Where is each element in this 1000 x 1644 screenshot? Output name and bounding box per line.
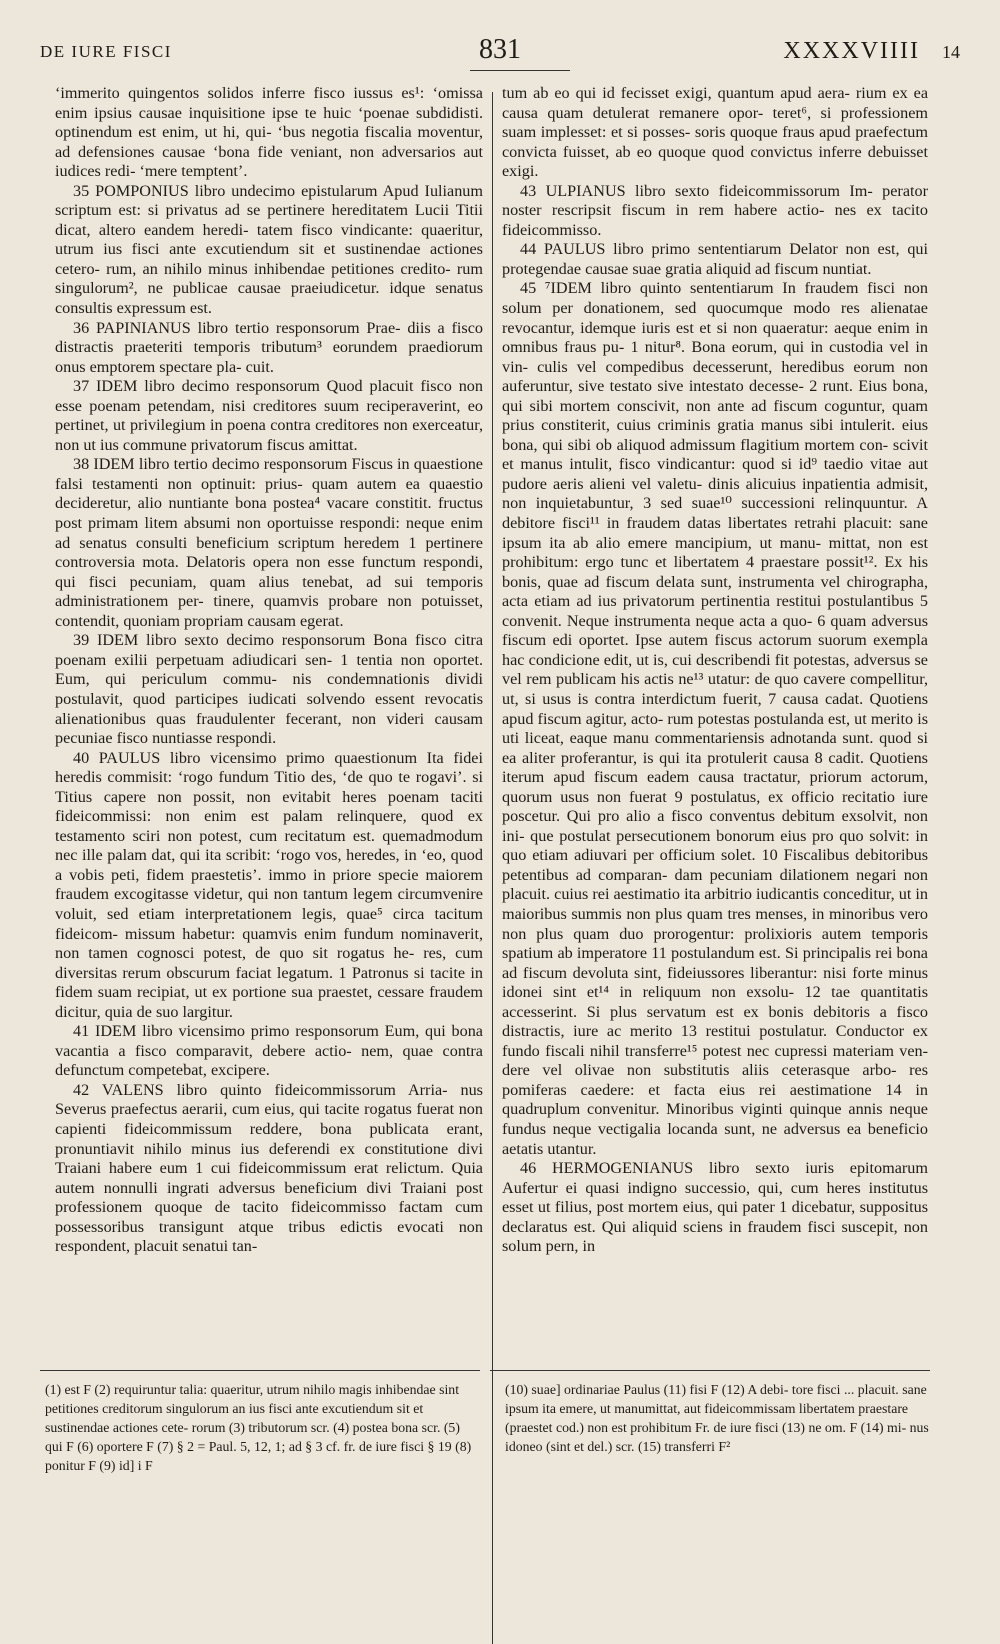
footnote-separator (490, 1370, 930, 1371)
header-rule (470, 70, 570, 71)
paragraph: 43 ULPIANUS libro sexto fideicommissorum Im- perator noster rescripsit fiscum in rem habere actio- nes ex tacito fideicommisso. (502, 181, 928, 239)
footnotes-left: (1) est F (2) requiruntur talia: quaeritur, utrum nihilo magis inhibendae sint petitiones creditorum singulorum an ius fisci ante excutiendum sit et sustinendae actiones cete- rorum (3) tributorum scr. (4) postea bona scr. (5) qui F (6) oportere F (7) § 2 = Paul. 5, 12, 1; ad § 3 cf. fr. de iure fisci § 19 (8) ponitur F (9) id] i F (45, 1382, 472, 1473)
paragraph: 44 PAULUS libro primo sententiarum Delator non est, qui protegendae causae suae gratia aliquid ad fiscum nuntiat. (502, 240, 928, 278)
right-column (502, 84, 928, 1257)
paragraph: 35 POMPONIUS libro undecimo epistularum Apud Iulianum scriptum est: si privatus ad se pertinere hereditatem Lucii Titii dicat, altero eandem heredi- tatem fisco vindicante: quaeritur, utrum ius fisci ante excutiendum sit et sustinendae actiones cetero- rum, an nihilo minus inhibendae petitiones credito- rum singulorum², ne publicae causae praeiudicetur. idque senatus consultis expressum est. (55, 181, 483, 318)
paragraph: tum ab eo qui id fecisset exigi, quantum apud aera- rium ex ea causa quam detulerat remanere opor- teret⁶, si professionem suam implesset: et si posses- soris quoque fraus apud praefectum convicta fuisset, ab eo quoque quod convictus inferre debuisset exigi. (502, 84, 928, 181)
paragraph: 42 VALENS libro quinto fideicommissorum Arria- nus Severus praefectus aerarii, cum eius, qui tacite rogatus fuerat non capienti fideicommissum reddere, bona publicata erant, pronuntiavit nihilo minus ius deferendi ex constitutione divi Traiani habere eum 1 cui fideicommissum erat relictum. Quia autem nonnulli ingrati adversus beneficium divi Traiani post professionem quoque de tacito fideicommisso factam cum possessoribus transigunt atque tribus edictis evocati non respondent, placuit senatui tan- (55, 1080, 483, 1256)
paragraph: 40 PAULUS libro vicensimo primo quaestionum Ita fidei heredis commisit: ‘rogo fundum Titio des, ‘de quo te rogavi’. si Titius capere non possit, non evitabit heres poenam taciti fideicommissi: non enim est palam relinquere, quod ex testamento sciri non potest, cum recitatum est. quemadmodum nec ille palam dat, qui ita scribit: ‘rogo vos, heredes, in ‘eo, quod a vobis peti, fidem praestetis’. immo in priore specie maiorem fraudem excogitasse videtur, qui non tantum legem circumvenire voluit, sed etiam interpretationem legis, quae⁵ circa tacitum fideicom- missum habetur: quamvis enim fundum nominaverit, non tamen cognosci potest, de quo sit rogatus he- res, cum diversitas rerum obscurum faciat legatum. 1 Patronus si tacite in fidem suam recipiat, ut ex portione sua praestet, cessare fraudem dicitur, quia de suo largitur. (55, 748, 483, 1021)
paragraph: 45 ⁷IDEM libro quinto sententiarum In fraudem fisci non solum per donationem, sed quocumque modo res alienatae revocantur, idemque iuris est et si non quaeratur: aeque enim in omnibus fraus pu- 1 nitur⁸. Bona eorum, qui in custodia vel in vin- culis vel compedibus decesserunt, heredibus eorum non auferuntur, sive testato sive intestato decesse- 2 runt. Eius bona, qui sibi mortem conscivit, non ante ad fiscum coguntur, quam prius constiterit, cuius criminis gratia manus sibi intulerit. eius bona, qui sibi ob aliquod admissum flagitium mortem con- scivit et manus intulit, fisco vindicantur: quod si id⁹ taedio vitae aut pudore aeris alieni vel valetu- dinis alicuius inpatientia admisit, non inquietabuntur, 3 sed suae¹⁰ successioni relinquuntur. A debitore fisci¹¹ in fraudem datas libertates retrahi placuit: sane ipsum ita ab alio emere mancipium, ut manu- mittat, non est prohibitum: ergo tunc et libertatem 4 praestare possit¹². Ex his bonis, quae ad fiscum delata sunt, instrumenta vel chirographa, acta etiam ad ius privatorum pertinentia restitui postulantibus 5 convenit. Neque instrumenta neque acta a quo- 6 quam adversus fiscum edi oportet. Ipse autem fiscus actorum suorum exempla hac condicione edit, ut is, cui describendi fit potestas, adversus se vel rem publicam his actis ne¹³ utatur: de quo cavere compellitur, ut, si usus is contra interdictum fuerit, 7 causa cadat. Quotiens apud fiscum agitur, acto- rum potestas postulanda est, ut merito is uti liceat, eaque manu commentariensis adnotanda sunt. quod si ea aliter proferantur, is qui ita protulerit causa 8 cadit. Quotiens iterum apud fiscum eadem causa tractatur, priorum actorum, quorum usus non fuerat 9 postulatus, ex officio recitatio iure poscetur. Qui pro alio a fisco conventus debitum exsolvit, non ini- que postulat persecutionem bonorum eius pro quo solvit: in quo etiam adiuvari per officium solet. 10 Fiscalibus debitoribus petentibus ad comparan- dam pecuniam dilationem negari non placuit. cuius rei aestimatio ita arbitrio iudicantis conceditur, ut in maioribus summis non plus quam tres menses, in minoribus vero non plus quam duo prorogentur: prolixioris autem temporis spatium ab imperatore 11 postulandum est. Si principalis rei bona ad fiscum devoluta sint, fideiussores liberantur: nisi forte minus idonei sint et¹⁴ in reliquum non exsolu- 12 tae quantitatis accesserint. Si plus servatum est ex bonis debitoris a fisco distractis, iure ac merito 13 restitui postulatur. Conductor ex fundo fiscali nihil transferre¹⁵ potest nec cupressi materiam ven- dere vel olivae non substitutis aliis ceterasque arbo- res pomiferas caedere: et facta eius rei aestimatione 14 in quadruplum convenitur. Minoribus viginti quinque annis neque fundus neque vectigalia locanda sunt, ne adversus ea beneficio aetatis utantur. (502, 279, 928, 1158)
paragraph: ‘immerito quingentos solidos inferre fisco iussus es¹: ‘omissa enim ipsius causae inquisitione ipse te huic ‘poenae subdidisti. optinendum est enim, ut hi, qui- ‘bus negotia fiscalia moventur, ad defensiones causae ‘bona fide veniant, non adversarios aut iudices redi- ‘mere temptent’. (55, 84, 483, 181)
paragraph: 39 IDEM libro sexto decimo responsorum Bona fisco citra poenam exilii perpetuam adiudicari sen- 1 tentia non oportet. Eum, qui periculum commu- nis condemnationis dividi postulavit, quod participes iudicati solvendo essent revocatis alienationibus quas fraudulenter fecerant, non videri causam pecuniae fisco nuntiasse respondi. (55, 631, 483, 748)
paragraph: 37 IDEM libro decimo responsorum Quod placuit fisco non esse poenam petendam, nisi creditores suum reciperaverint, eo pertinet, ut privilegium in poena contra creditores non exerceatur, non ut ius commune privatorum fiscus amittat. (55, 377, 483, 454)
title-number: 14 (942, 42, 960, 62)
footnotes-right: (10) suae] ordinariae Paulus (11) fisi F (12) A debi- tore fisci ... placuit. sane ipsum ita emere, ut manumittat, aut fideicommissam libertatem praestare (praestet cod.) non est prohibitum Fr. de iure fisci (13) ne om. F (14) mi- nus idoneo (sint et del.) scr. (15) transferri F² (505, 1382, 929, 1454)
page-number: 831 (479, 34, 521, 65)
running-title: DE IURE FISCI (40, 42, 172, 61)
paragraph: 36 PAPINIANUS libro tertio responsorum Prae- diis a fisco distractis praeteriti temporis tributum³ eorundem praediorum onus emptorem spectare pla- cuit. (55, 318, 483, 376)
footnote-separator (40, 1370, 480, 1371)
paragraph: 41 IDEM libro vicensimo primo responsorum Eum, qui bona vacantia a fisco comparavit, debere actio- nem, quae contra defunctum competebat, excipere. (55, 1022, 483, 1080)
paragraph: 38 IDEM libro tertio decimo responsorum Fiscus in quaestione falsi testamenti non optinuit: prius- quam autem ea quaestio decideretur, alio nuntiante bona postea⁴ vacare constitit. fructus post primam litem absumi non oportuisse respondi: neque enim ad senatus consulti beneficium scriptum heredem 1 pertinere controversia mota. Delatoris opera non esse functum respondi, qui fisci pecuniam, quam alius tenebat, ad sui temporis administrationem per- tinere, quamvis probare non potuisset, contendit, quoniam propriam causam egerat. (55, 455, 483, 630)
book-title: XXXXVIIII (783, 38, 920, 64)
footnote-divider (492, 1380, 493, 1492)
left-column (55, 84, 483, 1257)
paragraph: 46 HERMOGENIANUS libro sexto iuris epitomarum Aufertur ei quasi indigno successio, qui, cum heres institutus esset ut filius, post mortem eius, qui pater 1 dicebatur, suppositus declaratus est. Qui aliquid sciens in fraudem fisci suscepit, non solum pern, in (502, 1159, 928, 1256)
running-header (0, 30, 1000, 70)
